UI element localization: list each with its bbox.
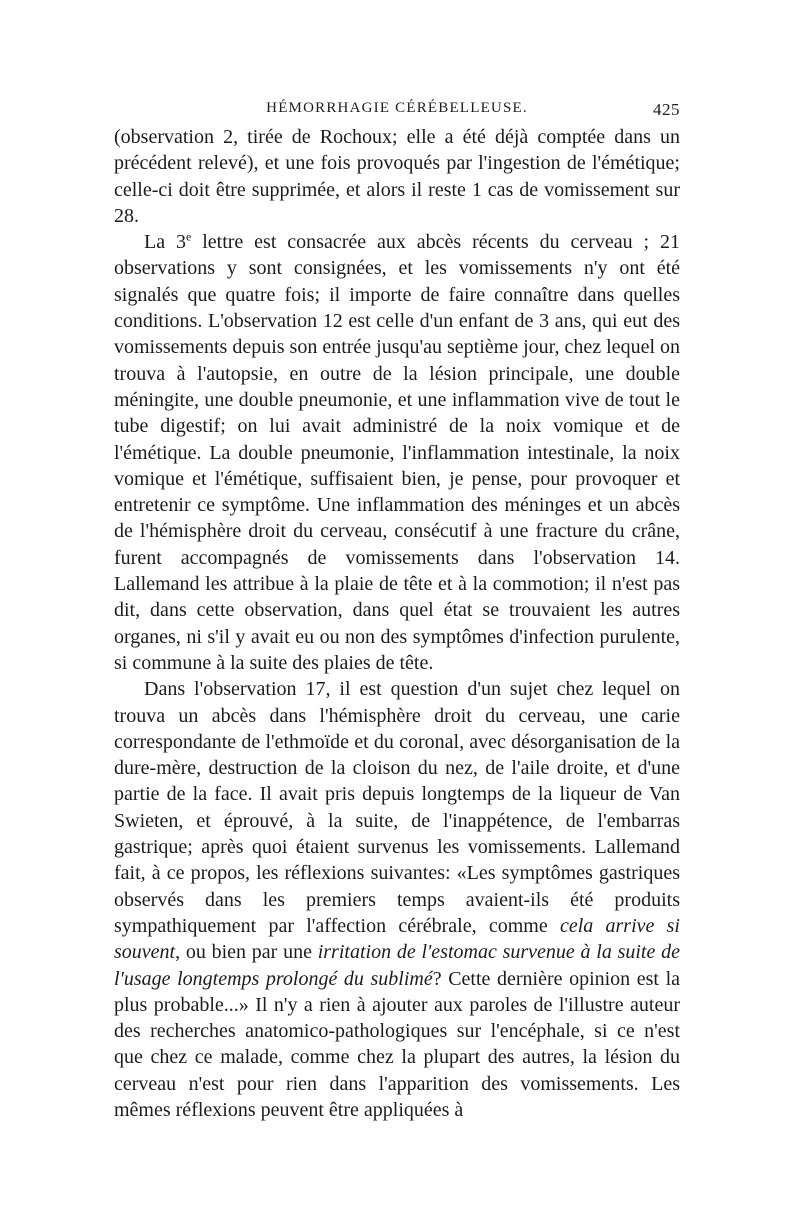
paragraph-3 — [114, 676, 680, 1123]
page-number: 425 — [653, 100, 680, 119]
running-head — [114, 100, 680, 126]
paragraph-3-text-a: Dans l'observation 17, il est question d'un sujet chez lequel on trouva un abcès dans l'hémisphère droit du cerveau, une carie correspondante de l'ethmoïde et du coronal, avec désorganisation de la dure-mère, destruction de la cloison du nez, de l'aile droite, et d'une partie de la face. Il avait pris depuis longtemps de la liqueur de Van Swieten, et éprouvé, à la suite, de l'inappétence, de l'embarras gastrique; après quoi étaient survenus les vomissements. Lallemand fait, à ce propos, les réflexions suivantes: «Les symptômes gastriques observés dans les premiers temps avaient-ils été produits sympathiquement par l'affection cérébrale, comme — [114, 678, 680, 937]
italic-phrase-2: irritation de l'estomac survenue à la suite de l'usage longtemps prolongé du sublimé — [114, 941, 680, 990]
paragraph-1-text: (observation 2, tirée de Rochoux; elle a été déjà comptée dans un précédent relevé), et une fois provoqués par l'ingestion de l'émétique; celle-ci doit être supprimée, et alors il reste 1 cas de vomissement sur 28. — [114, 126, 680, 227]
paragraph-3-text-c: ? Cette dernière opinion est la plus probable...» Il n'y a rien à ajouter aux paroles de l'illustre auteur des recherches anatomico-pathologiques sur l'encéphale, si ce n'est que chez ce malade, comme chez la plupart des autres, la lésion du cerveau n'est pour rien dans l'apparition des vomissements. Les mêmes réflexions peuvent être appliquées à — [114, 967, 680, 1121]
paragraph-2-text-a: La 3 — [144, 231, 186, 254]
ordinal-superscript: e — [185, 229, 192, 244]
paragraph-2-text-b: lettre est consacrée aux abcès récents du cerveau ; 21 observations y sont consignées, et les vomissements n'y ont été signalés que quatre fois; il importe de faire connaître dans quelles conditions. L'observation 12 est celle d'un enfant de 3 ans, qui eut des vomissements depuis son entrée jusqu'au septième jour, chez lequel on trouva à l'autopsie, en outre de la lésion principale, une double méningite, une double pneumonie, et une inflammation vive de tout le tube digestif; on lui avait administré de la noix vomique et de l'émétique. La double pneumonie, l'inflammation intestinale, la noix vomique et l'émétique, suffisaient bien, je pense, pour provoquer et entretenir ce symptôme. Une inflammation des méninges et un abcès de l'hémisphère droit du cerveau, consécutif à une fracture du crâne, furent accompagnés de vomissements dans l'observation 14. Lallemand les attribue à la plaie de tête et à la commotion; il n'est pas dit, dans cette observation, dans quel état se trouvaient les autres organes, ni s'il y avait eu ou non des symptômes d'infection purulente, si commune à la suite des plaies de tête. — [114, 231, 680, 674]
italic-phrase-1: cela arrive si souvent — [114, 914, 680, 964]
paragraph-3-text-b: , ou bien par une — [175, 941, 318, 964]
paragraph-1 — [114, 124, 680, 229]
body-text — [114, 124, 680, 1123]
running-title: HÉMORRHAGIE CÉRÉBELLEUSE. — [266, 100, 528, 116]
paragraph-2 — [114, 229, 680, 676]
